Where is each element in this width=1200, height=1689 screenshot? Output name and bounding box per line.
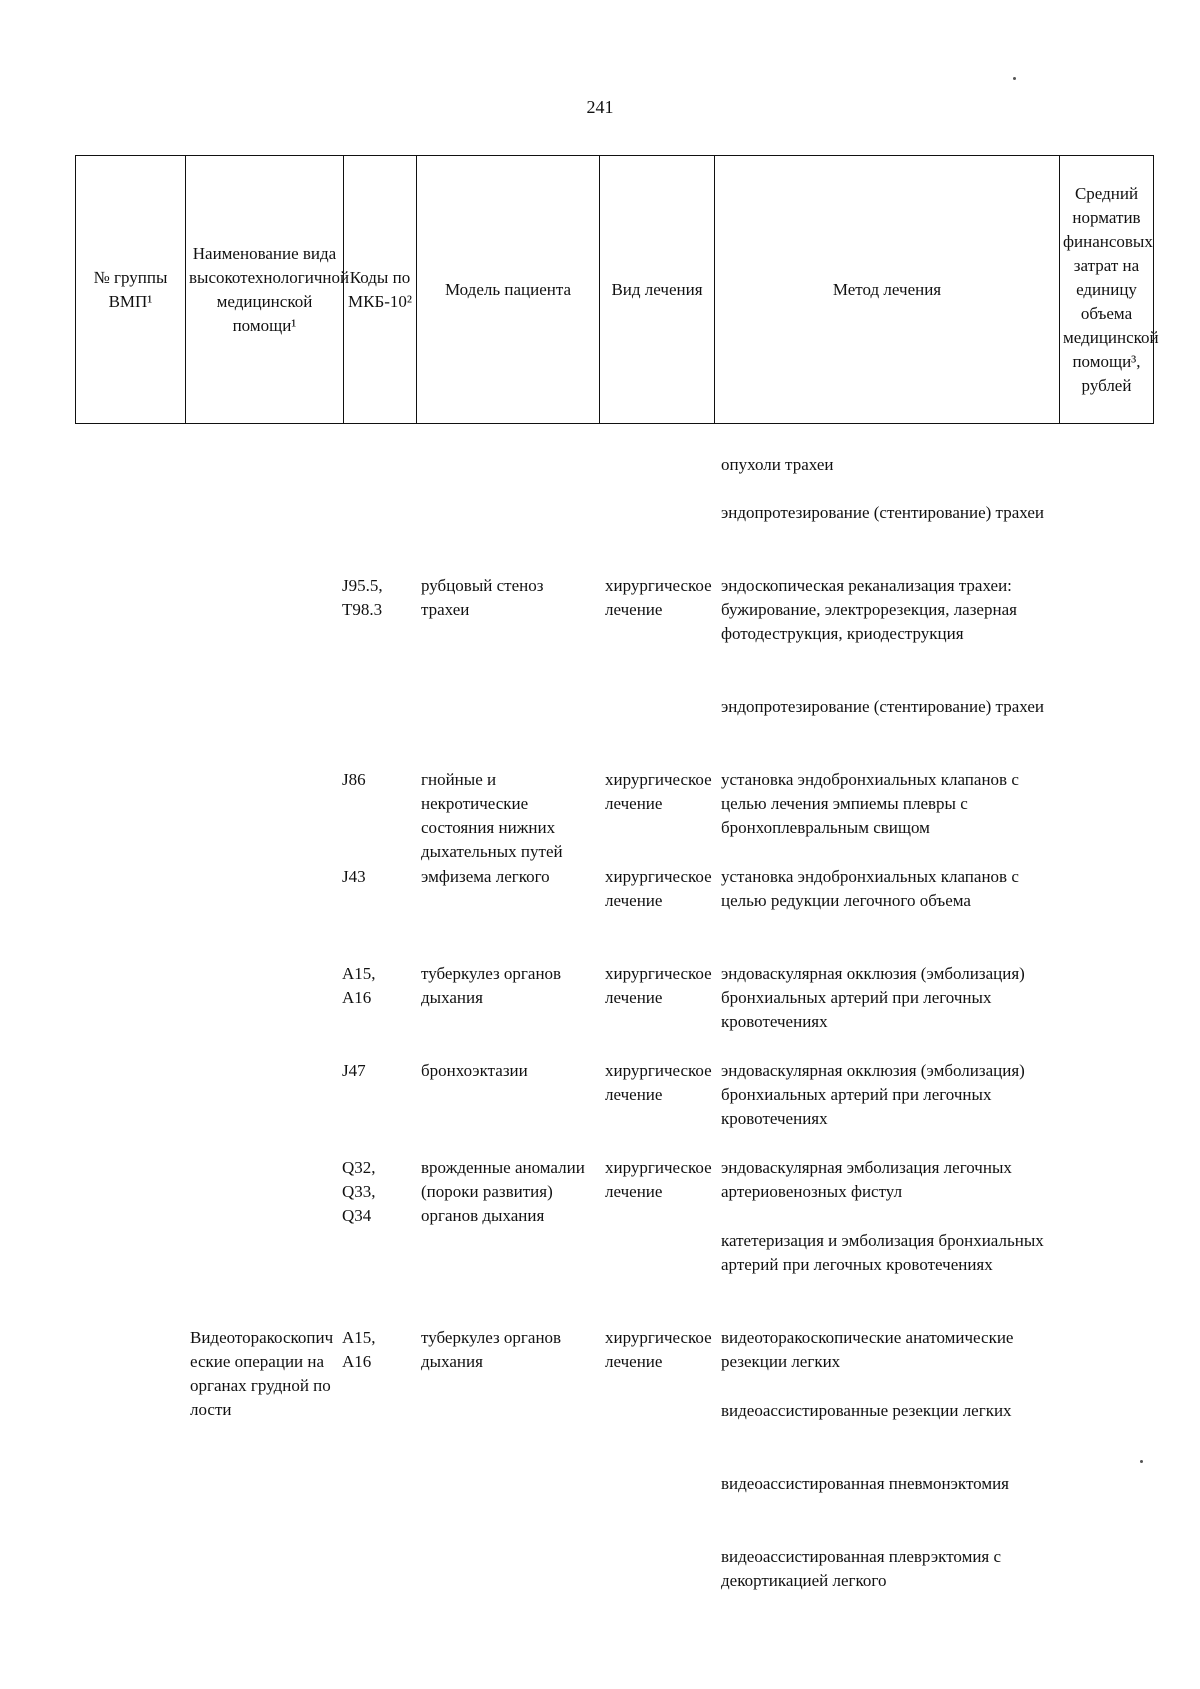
header-treatment-type: Вид лечения [600, 156, 715, 424]
header-cost-standard: Средний норматив финансовых затрат на единицу объема медицинской помощи³, рублей [1060, 156, 1154, 424]
method-text: видеоассистированная пневмонэктомия [721, 1474, 1010, 1493]
method-text: установка эндобронхиальных клапанов с целью редукции легочного объема [721, 867, 1019, 910]
method-text: эндопротезирование (стентирование) трахеи [721, 697, 1044, 716]
method-text: видеоассистированная плеврэктомия с декортикацией легкого [721, 1547, 1002, 1590]
scan-speck [1013, 77, 1016, 80]
patient-model: бронхоэктазии [421, 1061, 528, 1080]
method-text: установка эндобронхиальных клапанов с целью лечения эмпиемы плевры с бронхоплевральным свищом [721, 770, 1019, 837]
treatment-type: хирургическое лечение [605, 576, 712, 619]
table-header [75, 155, 1159, 424]
patient-model: рубцовый стеноз трахеи [421, 576, 544, 619]
header-care-type: Наименование вида высокотехнологичной медицинской помощи¹ [186, 156, 344, 424]
treatment-type: хирургическое лечение [605, 964, 712, 1007]
patient-model: врожденные аномалии (пороки развития) органов дыхания [421, 1158, 585, 1225]
icd-codes: A15, A16 [342, 964, 376, 1007]
method-text: эндопротезирование (стентирование) трахеи [721, 503, 1044, 522]
method-text: эндоскопическая реканализация трахеи: бужирование, электрорезекция, лазерная фотодеструкция, криодеструкция [721, 576, 1017, 643]
icd-codes: J95.5, T98.3 [342, 576, 383, 619]
treatment-type: хирургическое лечение [605, 1061, 712, 1104]
method-text: опухоли трахеи [721, 455, 834, 474]
method-text: эндоваскулярная окклюзия (эмболизация) бронхиальных артерий при легочных кровотечениях [721, 964, 1025, 1031]
patient-model: туберкулез органов дыхания [421, 964, 562, 1007]
patient-model: туберкулез органов дыхания [421, 1328, 562, 1371]
icd-codes: J43 [342, 867, 366, 886]
method-text: эндоваскулярная окклюзия (эмболизация) бронхиальных артерий при легочных кровотечениях [721, 1061, 1025, 1128]
header-icd-codes: Коды по МКБ-10² [344, 156, 417, 424]
treatment-type: хирургическое лечение [605, 770, 712, 813]
icd-codes: J86 [342, 770, 366, 789]
treatment-type: хирургическое лечение [605, 1158, 712, 1201]
patient-model: гнойные и некротические состояния нижних дыхательных путей [421, 770, 563, 861]
icd-codes: J47 [342, 1061, 366, 1080]
care-type-name: Видеоторакоскопические операции на органах грудной полости [190, 1328, 334, 1419]
scan-speck [1140, 1460, 1143, 1463]
method-text: видеоассистированные резекции легких [721, 1401, 1012, 1420]
method-text: эндоваскулярная эмболизация легочных артериовенозных фистул [721, 1158, 1012, 1201]
treatment-type: хирургическое лечение [605, 867, 712, 910]
header-treatment-method: Метод лечения [715, 156, 1060, 424]
method-text: катетеризация и эмболизация бронхиальных артерий при легочных кровотечениях [721, 1231, 1044, 1274]
page-number: 241 [586, 97, 614, 117]
method-text: видеоторакоскопические анатомические резекции легких [721, 1328, 1014, 1371]
icd-codes: Q32, Q33, Q34 [342, 1158, 376, 1225]
patient-model: эмфизема легкого [421, 867, 550, 886]
header-group-number: № группы ВМП¹ [76, 156, 186, 424]
icd-codes: A15, A16 [342, 1328, 376, 1371]
treatment-type: хирургическое лечение [605, 1328, 712, 1371]
header-patient-model: Модель пациента [417, 156, 600, 424]
